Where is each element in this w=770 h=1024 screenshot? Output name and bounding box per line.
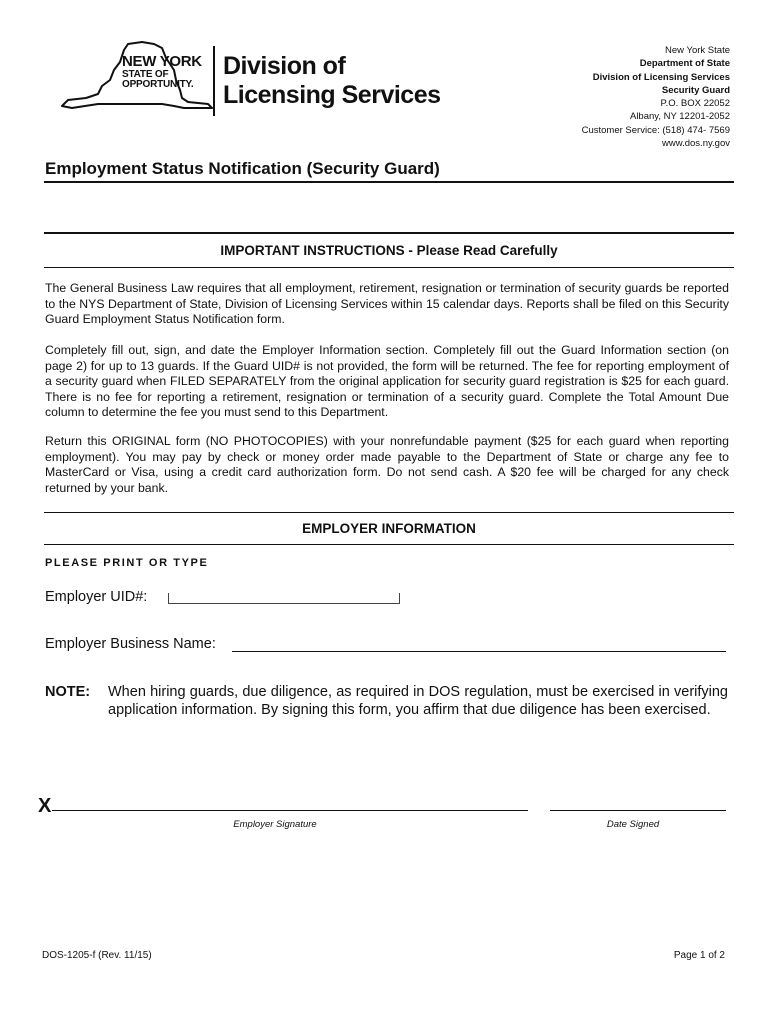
employer-heading: EMPLOYER INFORMATION	[302, 521, 476, 536]
note-label: NOTE:	[45, 684, 91, 700]
note-text: When hiring guards, due diligence, as required in DOS regulation, must be exercised in verifying application information. By signing this form, you affirm that due diligence has been exercised.	[108, 684, 728, 718]
logo-tagline-line-1: STATE OF	[122, 69, 169, 80]
print-instruction: PLEASE PRINT OR TYPE	[45, 557, 209, 569]
employer-business-name-field[interactable]	[232, 651, 726, 652]
instructions-paragraph: Return this ORIGINAL form (NO PHOTOCOPIES) with your nonrefundable payment ($25 for each guard when reporting employment). You may pay by check or money order made payable to the Department of State or charge any fee to MasterCard or Visa, using a credit card authorization form. Do not send cash. A $20 fee will be charged for any check returned by your bank.	[45, 434, 729, 495]
logo-tagline-line-2: OPPORTUNITY.	[122, 79, 194, 90]
signature-x-mark: X	[38, 795, 52, 817]
form-number: DOS-1205-f (Rev. 11/15)	[42, 950, 152, 961]
agency-address-block	[582, 44, 730, 150]
employer-uid-field[interactable]	[168, 593, 400, 604]
instructions-paragraph: The General Business Law requires that all employment, retirement, resignation or termination of security guards be reported to the NYS Department of State, Division of Licensing Services within 15 calendar days. Reports shall be filed on this Security Guard Employment Status Notification form.	[45, 281, 729, 327]
address-line: New York State	[665, 45, 730, 56]
employer-top-rule	[44, 512, 734, 513]
signature-caption: Employer Signature	[233, 819, 317, 830]
logo-state-name: NEW YORK	[122, 53, 202, 70]
employer-business-name-label: Employer Business Name:	[45, 636, 216, 652]
employer-signature-field[interactable]	[52, 810, 528, 811]
date-caption: Date Signed	[606, 819, 660, 830]
instructions-top-rule	[44, 232, 734, 234]
address-line: Albany, NY 12201-2052	[629, 111, 730, 123]
date-signed-field[interactable]	[550, 810, 726, 811]
logo-division-line-1: Division of	[223, 52, 346, 80]
employer-bottom-rule	[44, 544, 734, 545]
page-title: Employment Status Notification (Security Guard)	[45, 159, 440, 178]
logo-tagline	[122, 70, 194, 90]
logo-division-line-2: Licensing Services	[223, 81, 441, 109]
employer-uid-label: Employer UID#:	[45, 589, 148, 605]
instructions-paragraph: Completely fill out, sign, and date the Employer Information section. Completely fill out the Guard Information section (on page 2) for up to 13 guards. If the Guard UID# is not provided, the form will be returned. The fee for reporting employment of a security guard when FILED SEPARATELY from the original application for security guard registration is $25 for each guard. There is no fee for reporting a retirement, resignation or termination of a security guard. Complete the Total Amount Due column to determine the fee you must send to this Department.	[45, 343, 729, 420]
logo-divider	[213, 46, 215, 116]
address-line: Security Guard	[661, 84, 730, 96]
address-line: Department of State	[639, 58, 730, 70]
address-line: Customer Service: (518) 474- 7569	[581, 124, 730, 136]
title-divider	[44, 181, 734, 183]
address-line: P.O. BOX 22052	[660, 98, 730, 110]
address-line: Division of Licensing Services	[592, 71, 730, 83]
logo-division-name	[223, 52, 441, 110]
instructions-bottom-rule	[44, 267, 734, 268]
page-number: Page 1 of 2	[673, 950, 725, 961]
instructions-heading: IMPORTANT INSTRUCTIONS - Please Read Carefully	[220, 243, 558, 258]
website-link[interactable]: www.dos.ny.gov	[662, 138, 730, 150]
